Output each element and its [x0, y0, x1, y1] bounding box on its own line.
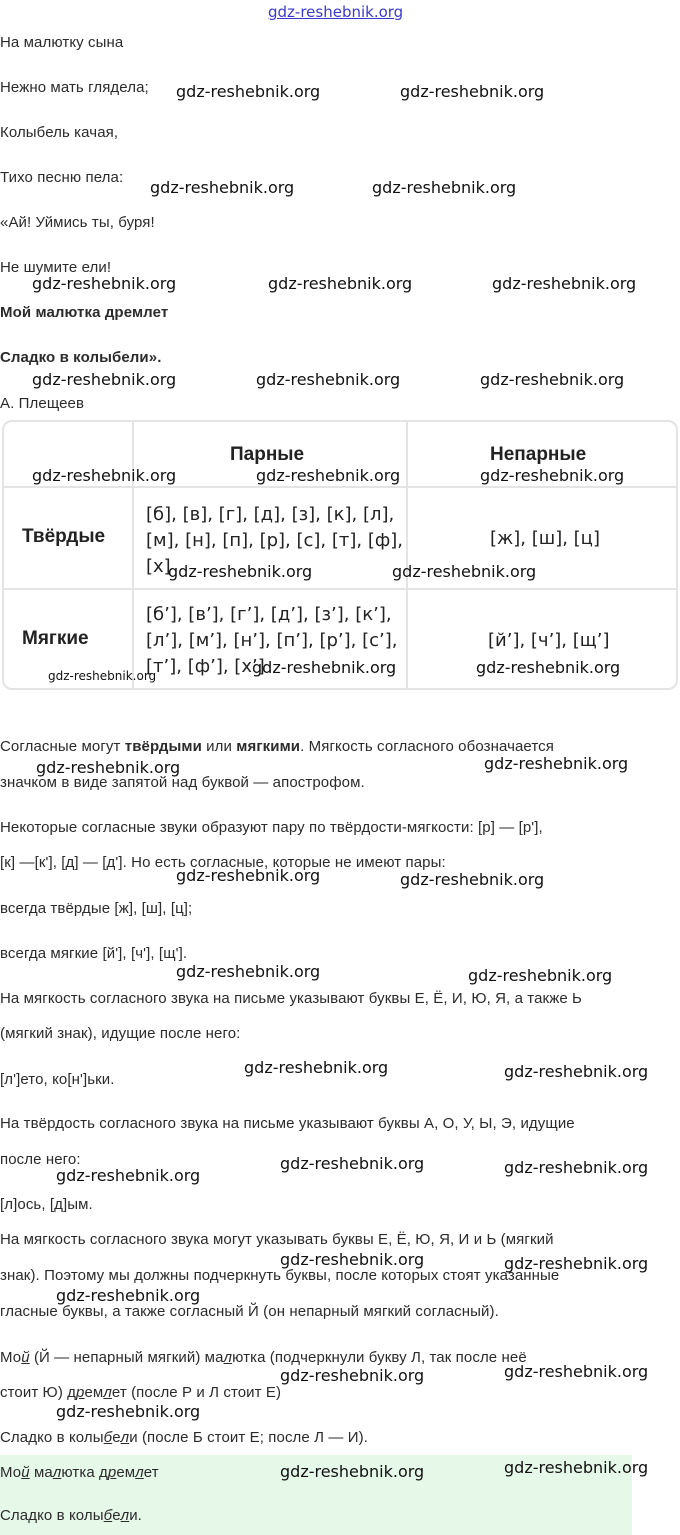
paragraph-line: Некоторые согласные звуки образуют пару по твёрдости-мягкости: [р] — [р'], [0, 819, 543, 836]
paragraph-line: (мягкий знак), идущие после него: [0, 1025, 241, 1042]
hard-paired-cell: [б], [в], [г], [д], [з], [к], [л], [м], [н], [п], [р], [с], [т], [ф], [х] [146, 504, 404, 577]
watermark: gdz-reshebnik.org [392, 562, 537, 581]
watermark: gdz-reshebnik.org [168, 562, 313, 581]
poem-line: Нежно мать глядела; [0, 79, 149, 96]
watermark: gdz-reshebnik.org [280, 1462, 425, 1481]
paragraph-line: знак). Поэтому мы должны подчеркнуть буквы, после которых стоят указанные [0, 1267, 560, 1284]
watermark: gdz-reshebnik.org [504, 1062, 649, 1081]
watermark: gdz-reshebnik.org [480, 370, 625, 389]
row-label-soft: Мягкие [22, 628, 89, 649]
watermark: gdz-reshebnik.org [48, 669, 157, 683]
paragraph-line: Мой (Й — непарный мягкий) малютка (подчеркнули букву Л, так после неё [0, 1349, 527, 1366]
paragraph-line: всегда мягкие [й'], [ч'], [щ']. [0, 945, 188, 962]
poem-line: «Ай! Уймись ты, буря! [0, 214, 155, 231]
poem-line-bold: Мой малютка дремлет [0, 304, 169, 321]
paragraph-line: стоит Ю) дремлет (после Р и Л стоит Е) [0, 1384, 282, 1401]
watermark: gdz-reshebnik.org [176, 962, 321, 981]
paragraph-line: На мягкость согласного звука на письме указывают буквы Е, Ё, И, Ю, Я, а также Ь [0, 990, 582, 1007]
paragraph-line: [л']ето, ко[н']ьки. [0, 1071, 115, 1088]
paragraph-line: Согласные могут твёрдыми или мягкими. Мягкость согласного обозначается [0, 738, 554, 755]
watermark: gdz-reshebnik.org [480, 466, 625, 485]
row-label-hard: Твёрдые [22, 526, 106, 547]
watermark: gdz-reshebnik.org [32, 274, 177, 293]
watermark: gdz-reshebnik.org [32, 466, 177, 485]
paragraph-line: гласные буквы, а также согласный Й (он непарный мягкий согласный). [0, 1303, 499, 1320]
watermark: gdz-reshebnik.org [256, 370, 401, 389]
watermark: gdz-reshebnik.org [32, 370, 177, 389]
table-header-unpaired: Непарные [490, 444, 587, 465]
consonants-table [2, 420, 678, 690]
watermark: gdz-reshebnik.org [280, 1250, 425, 1269]
watermark: gdz-reshebnik.org [484, 754, 629, 773]
watermark: gdz-reshebnik.org [36, 758, 181, 777]
watermark: gdz-reshebnik.org [492, 274, 637, 293]
paragraph-line: всегда твёрдые [ж], [ш], [ц]; [0, 900, 193, 917]
watermark-top-link[interactable]: gdz-reshebnik.org [268, 3, 404, 21]
poem-line: Колыбель качая, [0, 124, 119, 141]
paragraph-line: [л]ось, [д]ым. [0, 1196, 93, 1213]
watermark: gdz-reshebnik.org [56, 1402, 201, 1421]
watermark: gdz-reshebnik.org [504, 1254, 649, 1273]
watermark: gdz-reshebnik.org [256, 466, 401, 485]
answer-line: Мой малютка дремлет [0, 1464, 159, 1481]
paragraph-line: [к] —[к'], [д] — [д']. Но есть согласные, которые не имеют пары: [0, 854, 446, 871]
watermark: gdz-reshebnik.org [252, 658, 397, 677]
watermark: gdz-reshebnik.org [268, 274, 413, 293]
watermark: gdz-reshebnik.org [372, 178, 517, 197]
soft-paired-cell: [б’], [в’], [г’], [д’], [з’], [к’], [л’], [м’], [н’], [п’], [р’], [с’], [т’], [ф’], [х’] [146, 604, 398, 677]
watermark: gdz-reshebnik.org [56, 1166, 201, 1185]
watermark: gdz-reshebnik.org [280, 1366, 425, 1385]
watermark: gdz-reshebnik.org [150, 178, 295, 197]
watermark: gdz-reshebnik.org [400, 870, 545, 889]
answer-line: Сладко в колыбели. [0, 1507, 142, 1524]
paragraph-line: после него: [0, 1151, 81, 1168]
soft-unpaired-cell: [й’], [ч’], [щ’] [488, 630, 610, 651]
poem-line: На малютку сына [0, 34, 124, 51]
poem-author: А. Плещеев [0, 395, 85, 412]
watermark: gdz-reshebnik.org [280, 1154, 425, 1173]
watermark: gdz-reshebnik.org [176, 866, 321, 885]
paragraph-line: На твёрдость согласного звука на письме указывают буквы А, О, У, Ы, Э, идущие [0, 1115, 575, 1132]
poem-line: Тихо песню пела: [0, 169, 124, 186]
watermark: gdz-reshebnik.org [504, 1158, 649, 1177]
hard-unpaired-cell: [ж], [ш], [ц] [490, 528, 600, 549]
watermark: gdz-reshebnik.org [468, 966, 613, 985]
paragraph-line: Сладко в колыбели (после Б стоит Е; после Л — И). [0, 1429, 368, 1446]
poem-line-bold: Сладко в колыбели». [0, 349, 162, 366]
watermark: gdz-reshebnik.org [244, 1058, 389, 1077]
watermark: gdz-reshebnik.org [476, 658, 621, 677]
paragraph-line: На мягкость согласного звука могут указывать буквы Е, Ё, Ю, Я, И и Ь (мягкий [0, 1231, 554, 1248]
watermark: gdz-reshebnik.org [504, 1458, 649, 1477]
watermark: gdz-reshebnik.org [176, 82, 321, 101]
paragraph-line: значком в виде запятой над буквой — апострофом. [0, 774, 365, 791]
watermark: gdz-reshebnik.org [56, 1286, 201, 1305]
watermark: gdz-reshebnik.org [400, 82, 545, 101]
table-header-paired: Парные [230, 444, 305, 465]
poem-line: Не шумите ели! [0, 259, 112, 276]
watermark: gdz-reshebnik.org [504, 1362, 649, 1381]
